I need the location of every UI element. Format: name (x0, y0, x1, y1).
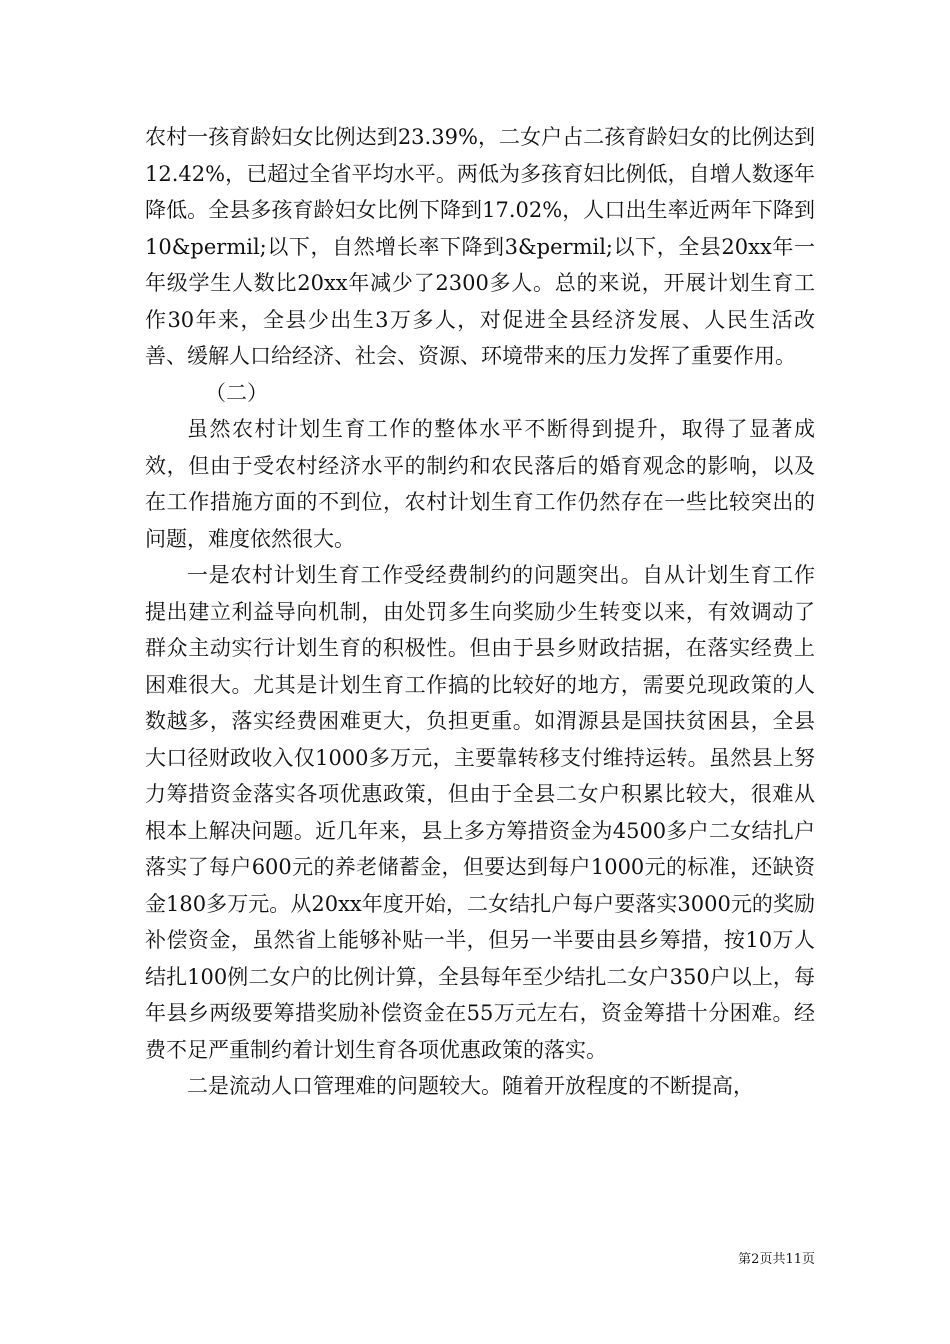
paragraph-1: 农村一孩育龄妇女比例达到23.39%，二女户占二孩育龄妇女的比例达到12.42%，已超过全省平均水平。两低为多孩育妇比例低，自增人数逐年降低。全县多孩育龄妇女比例下降到17.02%，人口出生率近两年下降到10&permil;以下，自然增长率下降到3&permil;以下，全县20xx年一年级学生人数比20xx年减少了2300多人。总的来说，开展计划生育工作30年来，全县少出生3万多人，对促进全县经济发展、人民生活改善、缓解人口给经济、社会、资源、环境带来的压力发挥了重要作用。 (145, 125, 815, 368)
page-number: 第2页共11页 (738, 1252, 815, 1267)
paragraph-3: 一是农村计划生育工作受经费制约的问题突出。自从计划生育工作提出建立利益导向机制，由处罚多生向奖励少生转变以来，有效调动了群众主动实行计划生育的积极性。但由于县乡财政拮据，在落实经费上困难很大。尤其是计划生育工作搞的比较好的地方，需要兑现政策的人数越多，落实经费困难更大，负担更重。如渭源县是国扶贫困县，全县大口径财政收入仅1000多万元，主要靠转移支付维持运转。虽然县上努力筹措资金落实各项优惠政策，但由于全县二女户积累比较大，很难从根本上解决问题。近几年来，县上多方筹措资金为4500多户二女结扎户落实了每户600元的养老储蓄金，但要达到每户1000元的标准，还缺资金180多万元。从20xx年度开始，二女结扎户每户要落实3000元的奖励补偿资金，虽然省上能够补贴一半，但另一半要由县乡筹措，按10万人结扎100例二女户的比例计算，全县每年至少结扎二女户350户以上，每年县乡两级要筹措奖励补偿资金在55万元左右，资金筹措十分困难。经费不足严重制约着计划生育各项优惠政策的落实。 (145, 563, 815, 1062)
document-body (145, 119, 815, 1105)
paragraph-4: 二是流动人口管理难的问题较大。随着开放程度的不断提高， (187, 1074, 754, 1098)
paragraph-2: 虽然农村计划生育工作的整体水平不断得到提升，取得了显著成效，但由于受农村经济水平的制约和农民落后的婚育观念的影响，以及在工作措施方面的不到位，农村计划生育工作仍然存在一些比较突出的问题，难度依然很大。 (145, 417, 815, 551)
section-heading: （二） (205, 380, 268, 405)
